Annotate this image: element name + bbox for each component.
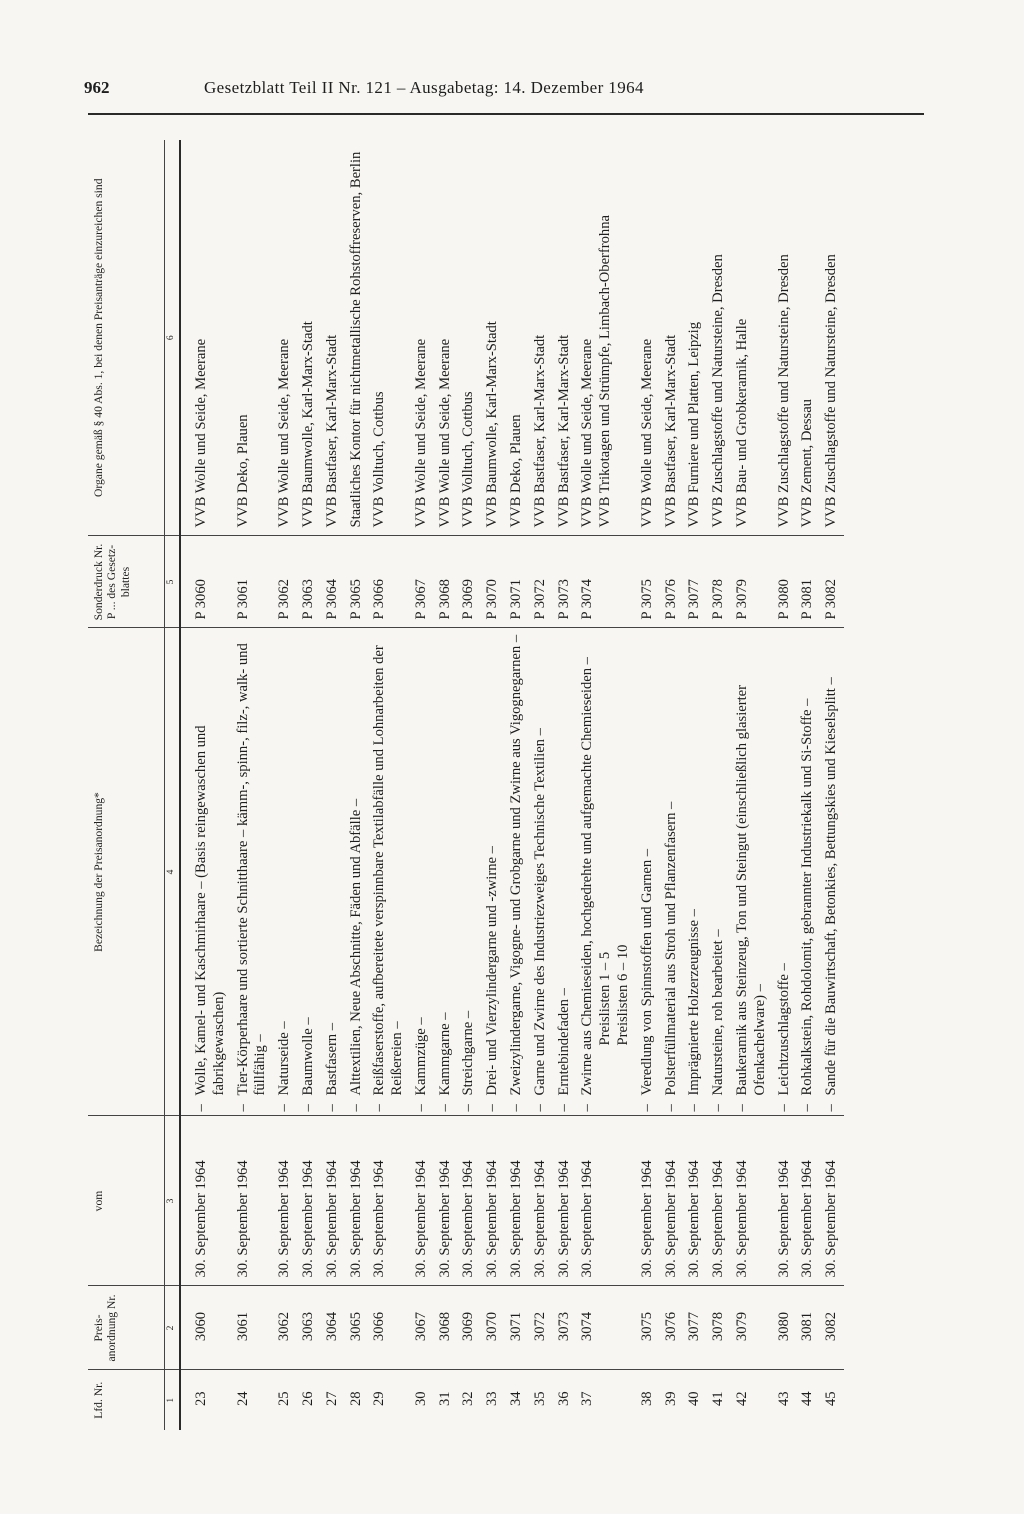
bezeichnung-cell	[232, 628, 274, 1116]
row-dash: –	[531, 1104, 548, 1112]
table-row	[576, 140, 635, 1430]
organe-cell: VVB Deko, Plauen	[508, 414, 525, 528]
preisanordnung-nr-cell: 3062	[273, 1286, 297, 1370]
organe-cell: VVB Bastfaser, Karl-Marx-Stadt	[662, 334, 679, 528]
bezeichnung-cell	[457, 628, 481, 1116]
row-dash: –	[276, 1104, 293, 1112]
header-lfd-nr: Lfd. Nr.	[88, 1370, 165, 1430]
bezeichnung-cell	[731, 628, 773, 1116]
sonderdruck-cell: P 3073	[553, 536, 577, 628]
sonderdruck-cell: P 3064	[321, 536, 345, 628]
lfd-nr-cell: 36	[553, 1370, 577, 1430]
lfd-nr-cell: 24	[232, 1370, 274, 1430]
organe-cell: VVB Bastfaser, Karl-Marx-Stadt	[323, 334, 340, 528]
row-dash: –	[347, 1104, 364, 1112]
row-dash: –	[460, 1104, 477, 1112]
bezeichnung-text: Reißfaserstoffe, aufbereitete verspinnbare Textilabfälle und Lohnarbeiten der Reißereien –	[371, 645, 406, 1096]
bezeichnung-text: Rohkalkstein, Rohdolomit, gebrannter Industriekalk und Si-Stoffe –	[799, 698, 816, 1096]
preisanordnung-nr-cell: 3063	[297, 1286, 321, 1370]
bezeichnung-cell	[796, 628, 820, 1116]
row-dash: –	[823, 1104, 840, 1112]
organe-cell: VVB Bau- und Grobkeramik, Halle	[734, 318, 751, 528]
bezeichnung-cell	[434, 628, 458, 1116]
vom-date-cell: 30. September 1964	[707, 1116, 731, 1286]
vom-date-cell: 30. September 1964	[368, 1116, 410, 1286]
lfd-nr-cell: 28	[345, 1370, 369, 1430]
vom-date-cell: 30. September 1964	[180, 1116, 232, 1286]
row-dash: –	[484, 1104, 501, 1112]
table-header-row	[88, 140, 165, 1430]
bezeichnung-cell	[273, 628, 297, 1116]
row-dash: –	[686, 1104, 703, 1112]
table-row	[553, 140, 577, 1430]
bezeichnung-cell	[345, 628, 369, 1116]
lfd-nr-cell: 27	[321, 1370, 345, 1430]
row-dash: –	[579, 1104, 596, 1112]
bezeichnung-text: Kammgarne –	[436, 1012, 453, 1096]
organe-cell: VVB Volltuch, Cottbus	[371, 391, 388, 528]
vom-date-cell: 30. September 1964	[505, 1116, 529, 1286]
vom-date-cell: 30. September 1964	[321, 1116, 345, 1286]
bezeichnung-text: Veredlung von Spinnstoffen und Garnen –	[638, 848, 655, 1096]
column-number-row	[165, 140, 180, 1430]
vom-date-cell: 30. September 1964	[773, 1116, 797, 1286]
organe-cell: VVB Zuschlagstoffe und Natursteine, Dresden	[823, 254, 840, 528]
table-row	[345, 140, 369, 1430]
sonderdruck-cell: P 3061	[232, 536, 274, 628]
vom-date-cell: 30. September 1964	[576, 1116, 635, 1286]
header-vom: vom	[88, 1116, 165, 1286]
lfd-nr-cell: 29	[368, 1370, 410, 1430]
vom-date-cell: 30. September 1964	[297, 1116, 321, 1286]
bezeichnung-cell	[683, 628, 707, 1116]
vom-date-cell: 30. September 1964	[820, 1116, 844, 1286]
preisanordnung-nr-cell: 3076	[660, 1286, 684, 1370]
preisanordnung-nr-cell: 3073	[553, 1286, 577, 1370]
lfd-nr-cell: 43	[773, 1370, 797, 1430]
organe-cell: Staatliches Kontor für nichtmetallische Rohstoffreserven, Berlin	[347, 151, 364, 528]
vom-date-cell: 30. September 1964	[481, 1116, 505, 1286]
table-row	[683, 140, 707, 1430]
organe-cell: VVB Baumwolle, Karl-Marx-Stadt	[299, 321, 316, 528]
header-organe: Organe gemäß § 40 Abs. 1, bei denen Preisanträge einzureichen sind	[92, 178, 105, 498]
preisanordnung-nr-cell: 3082	[820, 1286, 844, 1370]
bezeichnung-cell	[410, 628, 434, 1116]
vom-date-cell: 30. September 1964	[273, 1116, 297, 1286]
bezeichnung-cell	[529, 628, 553, 1116]
lfd-nr-cell: 25	[273, 1370, 297, 1430]
row-dash: –	[323, 1104, 340, 1112]
lfd-nr-cell: 30	[410, 1370, 434, 1430]
column-number: 3	[165, 1116, 180, 1286]
lfd-nr-cell: 37	[576, 1370, 635, 1430]
sonderdruck-cell: P 3077	[683, 536, 707, 628]
table-row	[410, 140, 434, 1430]
sonderdruck-cell: P 3082	[820, 536, 844, 628]
sonderdruck-cell: P 3075	[636, 536, 660, 628]
organe-cell: VVB Baumwolle, Karl-Marx-Stadt	[484, 321, 501, 528]
row-dash: –	[371, 1104, 388, 1112]
preisanordnung-nr-cell: 3077	[683, 1286, 707, 1370]
vom-date-cell: 30. September 1964	[457, 1116, 481, 1286]
sonderdruck-cell: P 3066	[368, 536, 410, 628]
preisanordnung-nr-cell: 3080	[773, 1286, 797, 1370]
lfd-nr-cell: 26	[297, 1370, 321, 1430]
sonderdruck-cell: P 3071	[505, 536, 529, 628]
table-row	[529, 140, 553, 1430]
preisanordnung-nr-cell: 3066	[368, 1286, 410, 1370]
organe-cell: VVB Wolle und Seide, Meerane	[638, 338, 655, 528]
table-row	[481, 140, 505, 1430]
preisanordnung-nr-cell: 3067	[410, 1286, 434, 1370]
sonderdruck-cell: P 3070	[481, 536, 505, 628]
lfd-nr-cell: 34	[505, 1370, 529, 1430]
bezeichnung-text: Polsterfüllmaterial aus Stroh und Pflanzenfasern –	[662, 801, 679, 1096]
preisanordnung-nr-cell: 3061	[232, 1286, 274, 1370]
sonderdruck-cell: P 3078	[707, 536, 731, 628]
table-row	[820, 140, 844, 1430]
vom-date-cell: 30. September 1964	[731, 1116, 773, 1286]
bezeichnung-text: Leichtzuschlagstoffe –	[775, 963, 792, 1096]
row-dash: –	[508, 1104, 525, 1112]
row-dash: –	[234, 1104, 251, 1112]
preisanordnung-nr-cell: 3064	[321, 1286, 345, 1370]
row-dash: –	[555, 1104, 572, 1112]
row-dash: –	[638, 1104, 655, 1112]
sonderdruck-cell: P 3072	[529, 536, 553, 628]
organe-cell: VVB Deko, Plauen	[234, 414, 251, 528]
page-number: 962	[84, 78, 110, 97]
table-body	[180, 140, 844, 1430]
header-preisanordnung-nr: Preis-anordnung Nr.	[88, 1286, 165, 1370]
column-number: 1	[165, 1370, 180, 1430]
vom-date-cell: 30. September 1964	[232, 1116, 274, 1286]
sonderdruck-cell: P 3068	[434, 536, 458, 628]
bezeichnung-cell	[481, 628, 505, 1116]
organe-cell: VVB Wolle und Seide, Meerane	[436, 338, 453, 528]
organe-cell: VVB Zuschlagstoffe und Natursteine, Dresden	[775, 254, 792, 528]
bezeichnung-text: Zwirne aus Chemieseiden, hochgedrehte und aufgemachte Chemieseiden –	[579, 657, 596, 1096]
row-dash: –	[710, 1104, 727, 1112]
bezeichnung-text: Sande für die Bauwirtschaft, Betonkies, Bettungskies und Kieselsplitt –	[823, 677, 840, 1096]
header-rule	[88, 113, 924, 115]
lfd-nr-cell: 44	[796, 1370, 820, 1430]
sonderdruck-cell: P 3065	[345, 536, 369, 628]
table-row	[707, 140, 731, 1430]
bezeichnung-text: Alttextilien, Neue Abschnitte, Fäden und Abfälle –	[347, 798, 364, 1096]
bezeichnung-text: Natursteine, roh bearbeitet –	[710, 929, 727, 1096]
preisanordnung-nr-cell: 3065	[345, 1286, 369, 1370]
preisanordnung-nr-cell: 3068	[434, 1286, 458, 1370]
table-row	[731, 140, 773, 1430]
sonderdruck-cell: P 3067	[410, 536, 434, 628]
bezeichnung-text: Naturseide –	[276, 1021, 293, 1096]
sonderdruck-cell: P 3080	[773, 536, 797, 628]
bezeichnung-subline: Preislisten 6 – 10	[615, 944, 632, 1046]
organe-cell: VVB Wolle und Seide, Meerane	[192, 338, 209, 528]
preisanordnung-nr-cell: 3075	[636, 1286, 660, 1370]
bezeichnung-text: Streichgarne –	[460, 1010, 477, 1096]
preisanordnung-nr-cell: 3081	[796, 1286, 820, 1370]
row-dash: –	[775, 1104, 792, 1112]
row-dash: –	[799, 1104, 816, 1112]
bezeichnung-cell	[820, 628, 844, 1116]
sonderdruck-cell: P 3079	[731, 536, 773, 628]
lfd-nr-cell: 33	[481, 1370, 505, 1430]
vom-date-cell: 30. September 1964	[660, 1116, 684, 1286]
table-row	[434, 140, 458, 1430]
organe-cell: VVB Zuschlagstoffe und Natursteine, Dresden	[710, 254, 727, 528]
vom-date-cell: 30. September 1964	[529, 1116, 553, 1286]
table-row	[368, 140, 410, 1430]
organe-cell: VVB Zement, Dessau	[799, 399, 816, 528]
row-dash: –	[192, 1104, 209, 1112]
bezeichnung-text: Zweizylindergarne, Vigogne- und Grobgarne und Zwirne aus Vigognegarnen –	[508, 634, 525, 1096]
bezeichnung-text: Bastfasern –	[323, 1022, 340, 1096]
organe-cell: VVB Bastfaser, Karl-Marx-Stadt	[531, 334, 548, 528]
table-row	[457, 140, 481, 1430]
bezeichnung-text: Imprägnierte Holzerzeugnisse –	[686, 909, 703, 1096]
bezeichnung-text: Drei- und Vierzylindergarne und -zwirne –	[484, 846, 501, 1096]
preisanordnung-nr-cell: 3072	[529, 1286, 553, 1370]
bezeichnung-cell	[576, 628, 635, 1116]
column-number: 4	[165, 628, 180, 1116]
table-row	[232, 140, 274, 1430]
bezeichnung-text: Wolle, Kamel- und Kaschmirhaare – (Basis reingewaschen und fabrikgewaschen)	[192, 725, 227, 1096]
bezeichnung-cell	[553, 628, 577, 1116]
vom-date-cell: 30. September 1964	[345, 1116, 369, 1286]
rotated-table-container	[88, 140, 924, 1430]
sonderdruck-cell: P 3076	[660, 536, 684, 628]
preisanordnung-nr-cell: 3074	[576, 1286, 635, 1370]
row-dash: –	[734, 1104, 751, 1112]
bezeichnung-subline: Preislisten 1 – 5	[597, 951, 614, 1046]
lfd-nr-cell: 23	[180, 1370, 232, 1430]
row-dash: –	[662, 1104, 679, 1112]
sonderdruck-cell: P 3063	[297, 536, 321, 628]
bezeichnung-cell	[636, 628, 660, 1116]
bezeichnung-cell	[297, 628, 321, 1116]
preisanordnung-nr-cell: 3078	[707, 1286, 731, 1370]
bezeichnung-cell	[707, 628, 731, 1116]
page-header-title: Gesetzblatt Teil II Nr. 121 – Ausgabetag: 14. Dezember 1964	[204, 78, 644, 97]
bezeichnung-text: Kammzüge –	[412, 1017, 429, 1096]
row-dash: –	[436, 1104, 453, 1112]
bezeichnung-cell	[180, 628, 232, 1116]
preisanordnung-nr-cell: 3070	[481, 1286, 505, 1370]
lfd-nr-cell: 42	[731, 1370, 773, 1430]
organe-cell: VVB Wolle und Seide, Meerane	[412, 338, 429, 528]
row-dash: –	[412, 1104, 429, 1112]
sonderdruck-cell: P 3069	[457, 536, 481, 628]
lfd-nr-cell: 38	[636, 1370, 660, 1430]
lfd-nr-cell: 31	[434, 1370, 458, 1430]
vom-date-cell: 30. September 1964	[434, 1116, 458, 1286]
organe-cell: VVB Furniere und Platten, Leipzig	[686, 322, 703, 528]
bezeichnung-cell	[773, 628, 797, 1116]
table-row	[505, 140, 529, 1430]
price-order-table	[88, 140, 844, 1430]
organe-line: VVB Trikotagen und Strümpfe, Limbach-Oberfrohna	[597, 215, 614, 528]
lfd-nr-cell: 32	[457, 1370, 481, 1430]
preisanordnung-nr-cell: 3069	[457, 1286, 481, 1370]
table-row	[773, 140, 797, 1430]
sonderdruck-cell: P 3081	[796, 536, 820, 628]
column-number: 5	[165, 536, 180, 628]
bezeichnung-text: Tier-Körperhaare und sortierte Schnitthaare – kämm-, spinn-, filz-, walk- und füllfähig –	[234, 643, 269, 1096]
bezeichnung-cell	[660, 628, 684, 1116]
bezeichnung-cell	[505, 628, 529, 1116]
bezeichnung-cell	[368, 628, 410, 1116]
bezeichnung-text: Erntebindefaden –	[555, 988, 572, 1096]
column-number: 6	[165, 140, 180, 536]
bezeichnung-text: Baukeramik aus Steinzeug, Ton und Steingut (einschließlich glasierter Ofenkachelware) –	[734, 685, 768, 1096]
organe-line: VVB Wolle und Seide, Meerane	[579, 338, 596, 528]
table-row	[273, 140, 297, 1430]
table-row	[796, 140, 820, 1430]
table-row	[180, 140, 232, 1430]
vom-date-cell: 30. September 1964	[796, 1116, 820, 1286]
table-row	[636, 140, 660, 1430]
vom-date-cell: 30. September 1964	[636, 1116, 660, 1286]
lfd-nr-cell: 41	[707, 1370, 731, 1430]
lfd-nr-cell: 40	[683, 1370, 707, 1430]
organe-cell: VVB Bastfaser, Karl-Marx-Stadt	[555, 334, 572, 528]
preisanordnung-nr-cell: 3079	[731, 1286, 773, 1370]
lfd-nr-cell: 45	[820, 1370, 844, 1430]
vom-date-cell: 30. September 1964	[553, 1116, 577, 1286]
sonderdruck-cell: P 3060	[180, 536, 232, 628]
organe-cell: VVB Wolle und Seide, Meerane	[276, 338, 293, 528]
bezeichnung-cell	[321, 628, 345, 1116]
lfd-nr-cell: 39	[660, 1370, 684, 1430]
sonderdruck-cell: P 3074	[576, 536, 635, 628]
bezeichnung-text: Baumwolle –	[299, 1017, 316, 1096]
page-header	[84, 78, 930, 98]
lfd-nr-cell: 35	[529, 1370, 553, 1430]
header-sonderdruck: Sonderdruck Nr. P ... des Gesetz-blattes	[88, 536, 165, 628]
row-dash: –	[299, 1104, 316, 1112]
table-row	[297, 140, 321, 1430]
table-row	[660, 140, 684, 1430]
preisanordnung-nr-cell: 3071	[505, 1286, 529, 1370]
organe-cell	[576, 140, 635, 536]
header-bezeichnung: Bezeichnung der Preisanordnung*	[88, 628, 165, 1116]
vom-date-cell: 30. September 1964	[410, 1116, 434, 1286]
bezeichnung-text: Garne und Zwirne des Industriezweiges Technische Textilien –	[531, 728, 548, 1096]
preisanordnung-nr-cell: 3060	[180, 1286, 232, 1370]
organe-cell: VVB Volltuch, Cottbus	[460, 391, 477, 528]
vom-date-cell: 30. September 1964	[683, 1116, 707, 1286]
sonderdruck-cell: P 3062	[273, 536, 297, 628]
column-number: 2	[165, 1286, 180, 1370]
table-row	[321, 140, 345, 1430]
